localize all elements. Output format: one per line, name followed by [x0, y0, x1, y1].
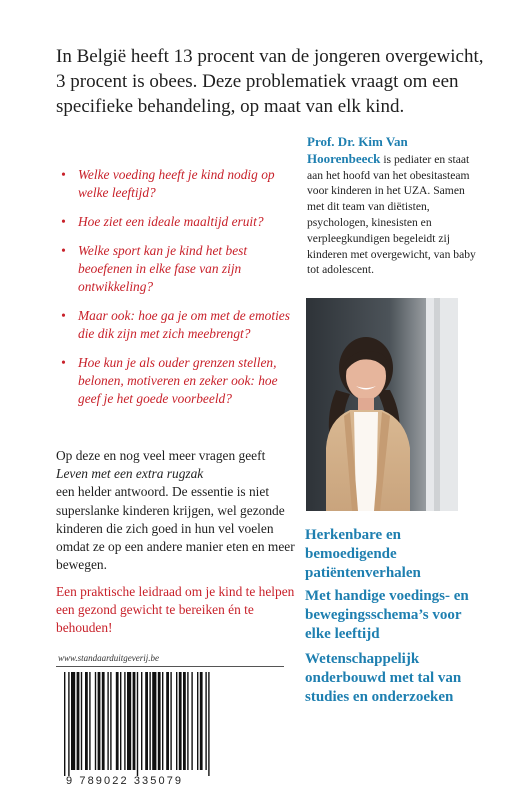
bullet-icon: •: [61, 214, 66, 229]
barcode-bar: [158, 672, 161, 770]
author-portrait: [306, 298, 458, 511]
barcode-bar: [137, 672, 138, 776]
list-item: [58, 166, 298, 202]
feature-item: Met handige voedings- en bewegingsschema’s voor elke leeftijd: [305, 588, 469, 642]
barcode-bar: [149, 672, 150, 770]
bullet-icon: •: [61, 167, 66, 182]
barcode-bar: [162, 672, 163, 770]
barcode-bar: [68, 672, 69, 776]
list-item: [58, 242, 298, 296]
barcode-bar: [124, 672, 125, 770]
barcode-bar: [64, 672, 65, 776]
barcode-bar: [197, 672, 198, 770]
barcode-bar: [127, 672, 131, 770]
barcode-bar: [200, 672, 203, 770]
barcode-bar: [89, 672, 90, 770]
barcode-bar: [102, 672, 105, 770]
question-list: [58, 166, 298, 419]
barcode-bar: [166, 672, 169, 770]
question-text: Welke voeding heeft je kind nodig op welke leeftijd?: [78, 167, 275, 200]
question-text: Maar ook: hoe ga je om met de emoties die dik zijn met zich meebrengt?: [78, 308, 290, 341]
bullet-icon: •: [61, 355, 66, 370]
promo-text: Een praktische leidraad om je kind te helpen een gezond gewicht te bereiken én te behouden!: [56, 584, 295, 636]
description-paragraph: [56, 447, 296, 574]
barcode-bar: [133, 672, 136, 770]
barcode-bar: [71, 672, 75, 770]
barcode-bar: [170, 672, 171, 770]
barcode-bar: [183, 672, 186, 770]
barcode-bar: [85, 672, 88, 770]
author-photo: [306, 298, 458, 511]
barcode-bar: [179, 672, 182, 770]
divider: [56, 666, 284, 667]
author-bio-text: is pediater en staat aan het hoofd van het obesitasteam voor kinderen in het UZA. Samen met dit team van diëtisten, psychologen, kinesisten en verpleegkundigen begeleidt zij kinderen met overgewicht, van baby tot adolescent.: [307, 152, 476, 277]
description-lead: Op deze en nog veel meer vragen geeft: [56, 448, 266, 463]
barcode-bar: [191, 672, 192, 770]
question-text: Hoe ziet een ideale maaltijd eruit?: [78, 214, 264, 229]
barcode-bar: [95, 672, 96, 770]
book-title: Leven met een extra rugzak: [56, 466, 204, 482]
barcode-bar: [176, 672, 177, 770]
barcode-bar: [81, 672, 82, 770]
list-item: [58, 354, 298, 408]
isbn-number: 9 789022 335079: [66, 775, 184, 787]
barcode-bar: [107, 672, 108, 770]
barcode-bar: [152, 672, 156, 770]
list-item: [58, 213, 298, 231]
author-name: Prof. Dr. Kim Van Hoorenbeeck: [307, 134, 408, 166]
barcode-bar: [187, 672, 188, 770]
feature-item: Wetenschappelijk onderbouwd met tal van studies en onderzoeken: [305, 651, 462, 705]
intro-paragraph: In België heeft 13 procent van de jongeren overgewicht, 3 procent is obees. Deze problematiek vraagt om een specifieke behandeling, op maat van elk kind.: [56, 46, 484, 117]
barcode-bar: [77, 672, 80, 770]
list-item: [58, 307, 298, 343]
barcode-bar: [205, 672, 206, 770]
question-text: Hoe kun je als ouder grenzen stellen, belonen, motiveren en zeker ook: hoe geef je het goede voorbeeld?: [78, 355, 278, 406]
barcode-bar: [208, 672, 209, 776]
description-rest: een helder antwoord. De essentie is niet superslanke kinderen krijgen, wel gezonde kinderen die zich goed in hun vel voelen omdat ze op een andere manier eten en meer bewegen.: [56, 484, 295, 573]
barcode-bar: [145, 672, 148, 770]
bullet-icon: •: [61, 243, 66, 258]
publisher-url: www.standaarduitgeverij.be: [58, 653, 159, 663]
barcode-bar: [110, 672, 111, 770]
barcode-bar: [141, 672, 142, 770]
barcode-bar: [98, 672, 101, 770]
author-bio: [307, 134, 479, 278]
bullet-icon: •: [61, 308, 66, 323]
barcode-icon: [60, 672, 280, 776]
barcode-bar: [116, 672, 119, 770]
question-text: Welke sport kan je kind het best beoefenen in elke fase van zijn ontwikkeling?: [78, 243, 248, 294]
feature-item: Herkenbare en bemoedigende patiëntenverhalen: [305, 527, 421, 581]
barcode-bar: [120, 672, 121, 770]
